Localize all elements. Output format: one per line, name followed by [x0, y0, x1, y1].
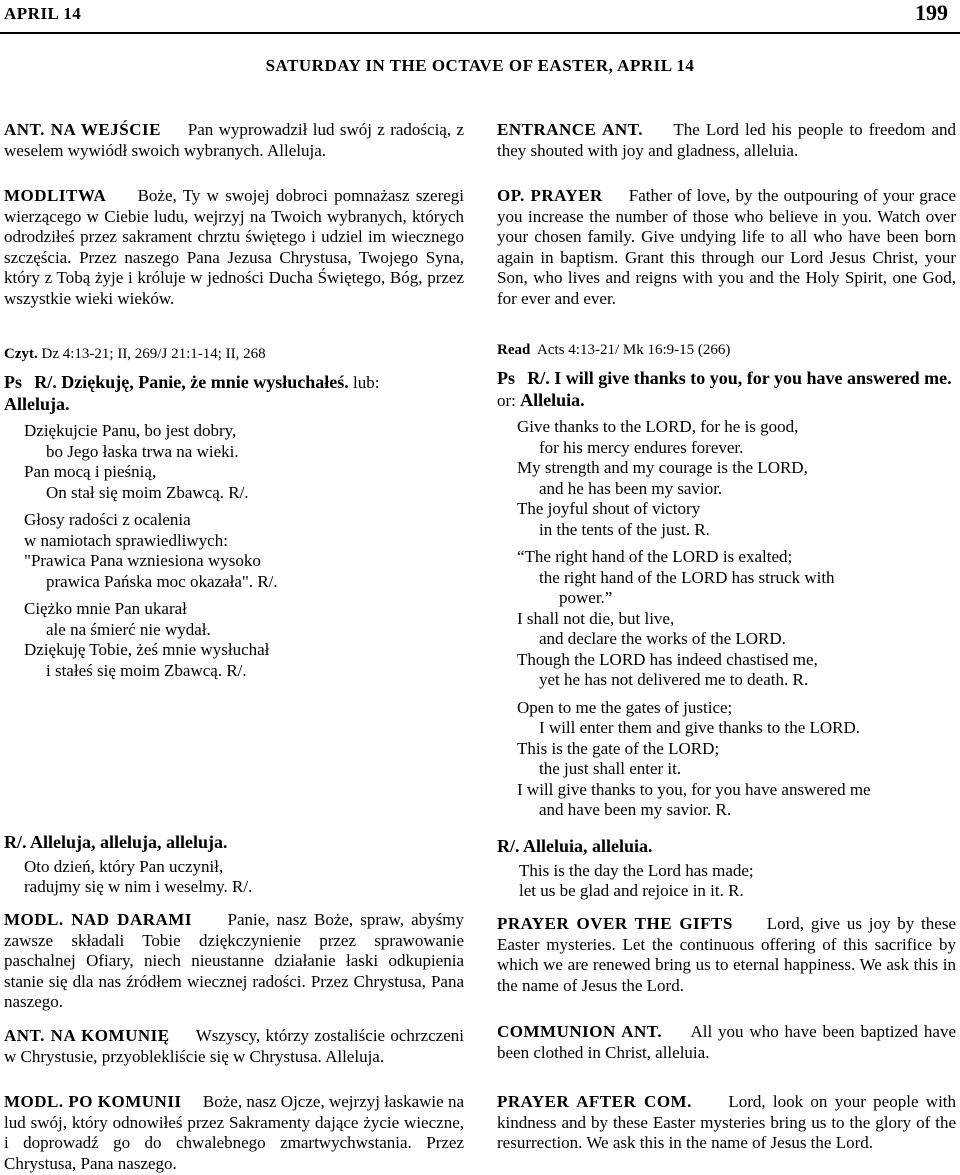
- en-psalm-line: “The right hand of the LORD is exalted;: [517, 547, 793, 566]
- en-after-text: Lord, look on your people with kindness and by these Easter mysteries bring us to the glory of the resurrection. We ask this in the name of Jesus the Lord.: [497, 1092, 957, 1152]
- pl-psalm-response: R/. Dziękuję, Panie, że mnie wysłuchałeś.: [34, 372, 349, 392]
- page-title: SATURDAY IN THE OCTAVE OF EASTER, APRIL 14: [265, 56, 695, 75]
- pl-gifts-text: Panie, nasz Boże, spraw, abyśmy zawsze składali Tobie dziękczynienie przez sprawowanie paschalnej Ofiary, niech nieustanne działanie łaski odkupienia stanie się dla nas źródłem wiecznej radości. Przez Chrystusa, Pana naszego.: [4, 910, 465, 1011]
- pl-psalm-line: i stałeś się moim Zbawcą. R/.: [46, 660, 247, 680]
- pl-psalm-line: Głosy radości z ocalenia: [24, 510, 191, 529]
- pl-psalm-alt: Alleluja.: [4, 393, 70, 414]
- en-psalm: [497, 368, 956, 828]
- pl-psalm-line: Dziękujcie Panu, bo jest dobry,: [24, 421, 237, 440]
- en-gifts-text: Lord, give us joy by these Easter mysteries. Let the continuous offering of this sacrifice by which we are renewed bring us to eternal happiness. We ask this in the name of Jesus the Lord.: [497, 914, 956, 995]
- en-psalm-line: and he has been my savior.: [539, 478, 723, 498]
- en-psalm-line: This is the gate of the LORD;: [517, 738, 720, 758]
- en-alleluia: [497, 836, 956, 902]
- pl-gifts: [4, 910, 464, 1013]
- pl-psalm-ps-label: Ps: [4, 372, 22, 392]
- pl-gifts-label: MODL. NAD DARAMI: [4, 910, 192, 929]
- en-gifts: [497, 914, 956, 996]
- pl-prayer-label: MODLITWA: [4, 186, 107, 205]
- en-psalm-line: Give thanks to the LORD, for he is good,: [517, 417, 799, 436]
- en-communion: [497, 1022, 956, 1063]
- pl-psalm: [4, 372, 464, 688]
- pl-alleluia-line: Oto dzień, który Pan uczynił,: [24, 856, 224, 876]
- en-psalm-or: or:: [497, 390, 516, 410]
- en-psalm-line: The joyful shout of victory: [517, 499, 701, 518]
- pl-alleluia-response: R/. Alleluja, alleluja, alleluja.: [4, 832, 228, 852]
- pl-prayer-text: Boże, Ty w swojej dobroci pomnażasz szeregi wierzącego w Ciebie ludu, wejrzyj na Twoich wybranych, których odrodziłeś przez sakrament chrztu świętego i udziel im wiecznego szczęścia. Przez naszego Pana Jezusa Chrystusa, Twojego Syna, który z Tobą żyje i króluje w jedności Ducha Świętego, Bóg, przez wszystkie wieki wieków.: [4, 186, 464, 308]
- en-prayer-label: OP. PRAYER: [497, 186, 603, 205]
- en-communion-text: All you who have been baptized have been clothed in Christ, alleluia.: [497, 1022, 957, 1062]
- pl-communion-label: ANT. NA KOMUNIĘ: [4, 1026, 170, 1045]
- en-psalm-line: the right hand of the LORD has struck with: [539, 567, 835, 587]
- pl-entrance-label: ANT. NA WEJŚCIE: [4, 120, 161, 139]
- en-alleluia-line: This is the day the Lord has made;: [519, 860, 754, 880]
- pl-reading: [4, 346, 464, 363]
- en-alleluia-response: R/. Alleluia, alleluia.: [497, 836, 653, 856]
- en-psalm-line: the just shall enter it.: [539, 759, 682, 778]
- pl-entrance: [4, 120, 464, 161]
- pl-psalm-line: ale na śmierć nie wydał.: [46, 619, 211, 639]
- en-entrance: [497, 120, 956, 161]
- en-psalm-line: Open to me the gates of justice;: [517, 697, 733, 717]
- en-psalm-line: and have been my savior. R.: [539, 800, 732, 819]
- en-psalm-line: Though the LORD has indeed chastised me,: [517, 649, 818, 669]
- en-prayer-text: Father of love, by the outpouring of your grace you increase the number of those who believe in you. Watch over your chosen family. Give undying life to all who have been born again in baptism. Grant this through our Lord Jesus Christ, your Son, who lives and reigns with you and the Holy Spirit, one God, for ever and ever.: [497, 186, 957, 308]
- en-psalm-line: yet he has not delivered me to death. R.: [539, 670, 809, 689]
- pl-psalm-or: lub:: [352, 373, 380, 392]
- pl-psalm-line: On stał się moim Zbawcą. R/.: [46, 482, 249, 502]
- pl-reading-text: Dz 4:13-21; II, 269/J 21:1-14; II, 268: [41, 346, 266, 362]
- pl-alleluia-line: radujmy się w nim i weselmy. R/.: [24, 877, 253, 896]
- en-communion-label: COMMUNION ANT.: [497, 1022, 663, 1041]
- page-number: 199: [915, 0, 948, 25]
- pl-psalm-line: w namiotach sprawiedliwych:: [24, 530, 228, 550]
- en-psalm-line: and declare the works of the LORD.: [539, 629, 786, 648]
- en-psalm-line: I will give thanks to you, for you have answered me: [517, 779, 871, 799]
- pl-after: [4, 1092, 464, 1174]
- pl-psalm-line: Ciężko mnie Pan ukarał: [24, 599, 187, 618]
- en-entrance-label: ENTRANCE ANT.: [497, 120, 643, 139]
- pl-communion: [4, 1026, 464, 1067]
- en-psalm-line: I shall not die, but live,: [517, 608, 675, 628]
- en-psalm-line: I will enter them and give thanks to the LORD.: [539, 718, 861, 737]
- pl-communion-text: Wszyscy, którzy zostaliście ochrzczeni w Chrystusie, przyoblekliście się w Chrystusa. Alleluja.: [4, 1026, 464, 1066]
- pl-after-text: Boże, nasz Ojcze, wejrzyj łaskawie na lud swój, który odnowiłeś przez Sakramenty dające życie wieczne, i doprowadź go do chwalebnego zmartwychwstania. Przez Chrystusa, Pana naszego.: [4, 1092, 464, 1173]
- pl-psalm-line: prawica Pańska moc okazała". R/.: [46, 571, 278, 591]
- en-reading: [497, 342, 956, 359]
- en-psalm-ps-label: Ps: [497, 368, 515, 388]
- en-gifts-label: PRAYER OVER THE GIFTS: [497, 914, 733, 933]
- en-psalm-line: My strength and my courage is the LORD,: [517, 458, 808, 477]
- en-prayer: [497, 186, 956, 309]
- en-alleluia-line: let us be glad and rejoice in it. R.: [519, 881, 744, 900]
- pl-after-label: MODL. PO KOMUNII: [4, 1092, 182, 1111]
- en-psalm-line: power.”: [559, 588, 613, 607]
- header-rule: [0, 32, 960, 34]
- en-reading-label: Read: [497, 342, 531, 358]
- en-after-label: PRAYER AFTER COM.: [497, 1092, 692, 1111]
- pl-prayer: [4, 186, 464, 309]
- en-psalm-line: for his mercy endures forever.: [539, 437, 744, 457]
- en-psalm-response: R/. I will give thanks to you, for you have answered me.: [527, 368, 952, 388]
- en-reading-text: Acts 4:13-21/ Mk 16:9-15 (266): [537, 342, 731, 358]
- en-entrance-text: The Lord led his people to freedom and they shouted with joy and gladness, alleluia.: [497, 120, 956, 160]
- pl-entrance-text: Pan wyprowadził lud swój z radością, z weselem wywiódł swoich wybranych. Alleluja.: [4, 120, 465, 160]
- pl-reading-label: Czyt.: [4, 346, 38, 362]
- en-after: [497, 1092, 956, 1154]
- pl-psalm-line: bo Jego łaska trwa na wieki.: [46, 441, 239, 461]
- en-psalm-line: in the tents of the just. R.: [539, 519, 710, 539]
- running-header: APRIL 14: [4, 4, 82, 23]
- pl-psalm-line: "Prawica Pana wzniesiona wysoko: [24, 551, 261, 570]
- pl-psalm-line: Dziękuję Tobie, żeś mnie wysłuchał: [24, 640, 270, 659]
- pl-alleluia: [4, 832, 464, 898]
- pl-psalm-line: Pan mocą i pieśnią,: [24, 462, 157, 481]
- en-psalm-alt: Alleluia.: [520, 389, 585, 410]
